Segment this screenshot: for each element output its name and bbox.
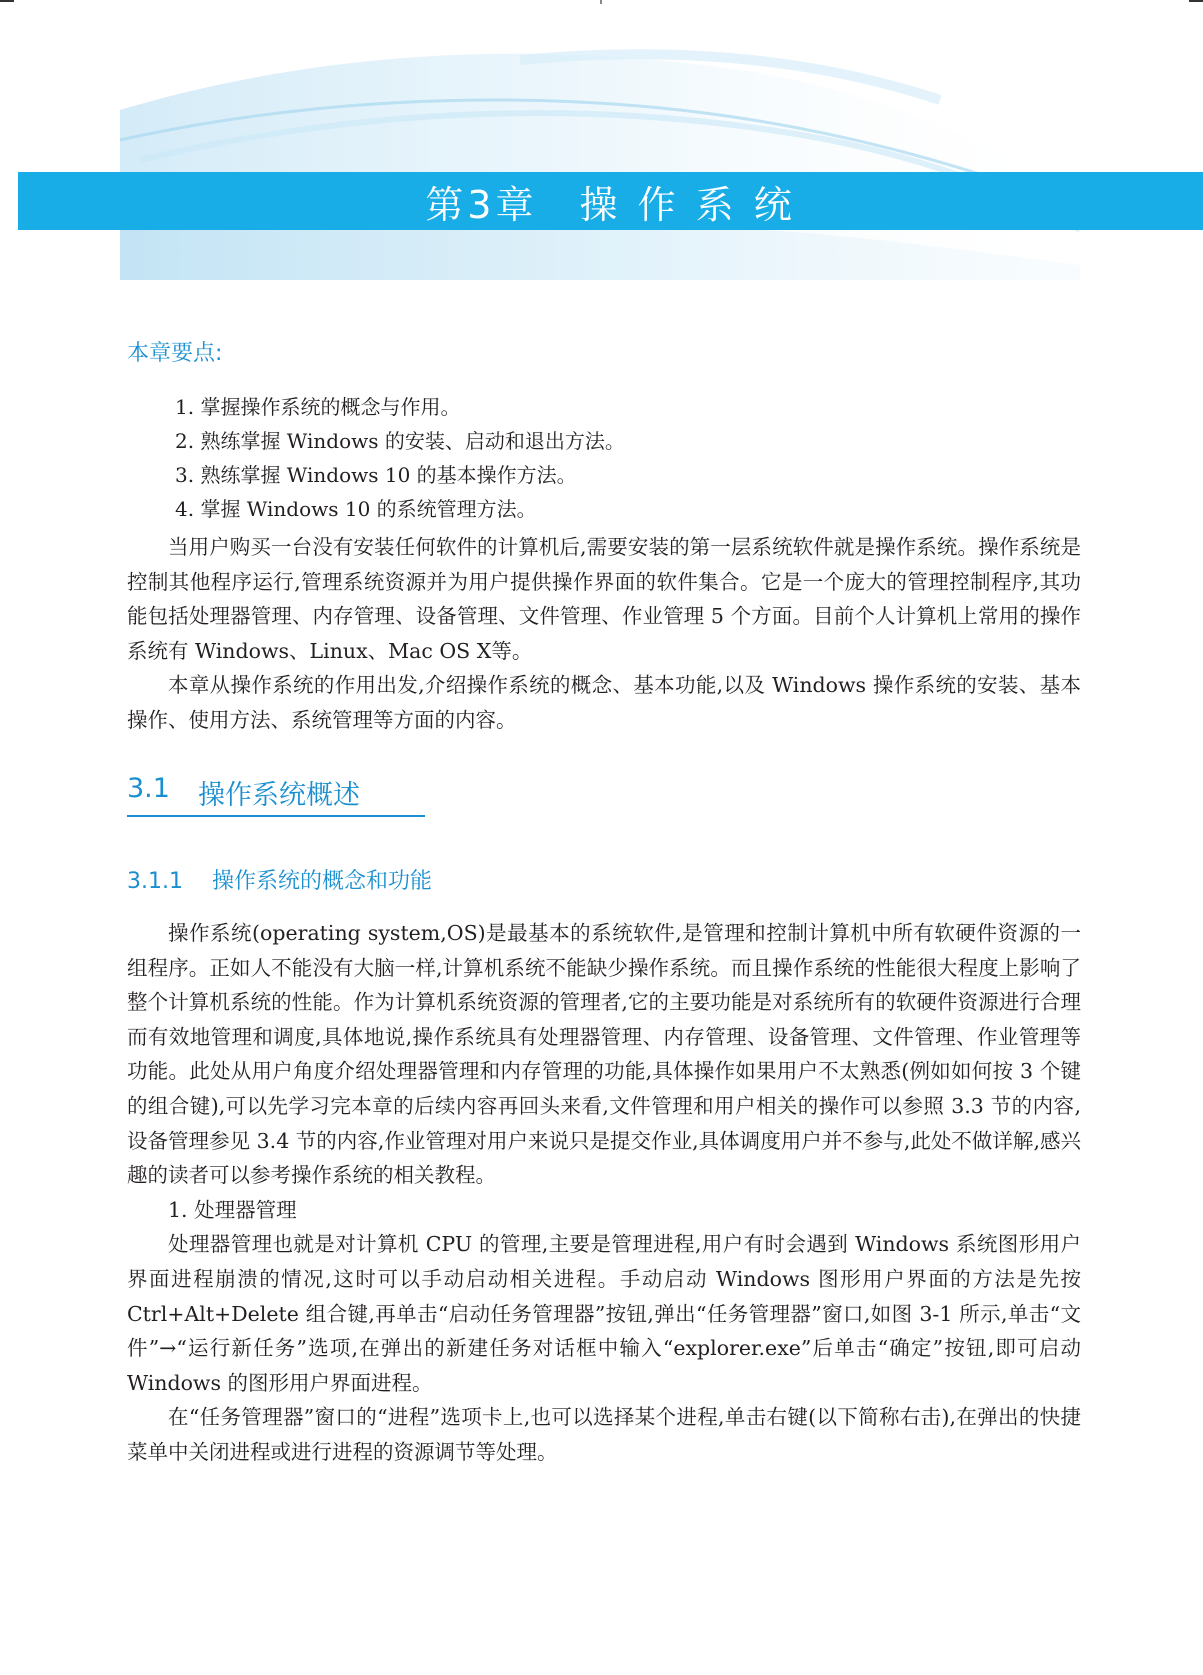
intro-paragraph: 本章从操作系统的作用出发,介绍操作系统的概念、基本功能,以及 Windows 操作系统的安装、基本操作、使用方法、系统管理等方面的内容。 bbox=[127, 673, 1081, 732]
subsection-number: 3.1.1 bbox=[127, 869, 183, 894]
chapter-title: 第3章 操 作 系 统 bbox=[425, 182, 796, 227]
subsection-title: 操作系统的概念和功能 bbox=[211, 869, 432, 894]
key-point-item: 2. 熟练掌握 Windows 的安装、启动和退出方法。 bbox=[175, 429, 625, 453]
section-number: 3.1 bbox=[127, 773, 170, 804]
section-heading bbox=[127, 773, 425, 817]
key-point-item: 3. 熟练掌握 Windows 10 的基本操作方法。 bbox=[175, 463, 577, 487]
main-text bbox=[127, 916, 1081, 1470]
header-wave-decoration bbox=[120, 40, 1080, 280]
chapter-title-band bbox=[18, 172, 1203, 230]
section-title: 操作系统概述 bbox=[197, 780, 360, 811]
body-paragraph: 在“任务管理器”窗口的“进程”选项卡上,也可以选择某个进程,单击右键(以下简称右击),在弹出的快捷菜单中关闭进程或进行进程的资源调节等处理。 bbox=[127, 1405, 1081, 1464]
key-point-item: 1. 掌握操作系统的概念与作用。 bbox=[175, 395, 461, 419]
subsection-heading bbox=[127, 864, 432, 895]
crop-mark-left bbox=[0, 0, 14, 2]
intro-paragraph: 当用户购买一台没有安装任何软件的计算机后,需要安装的第一层系统软件就是操作系统。操作系统是控制其他程序运行,管理系统资源并为用户提供操作界面的软件集合。它是一个庞大的管理控制程序,其功能包括处理器管理、内存管理、设备管理、文件管理、作业管理 5 个方面。目前个人计算机上常用的操作系统有 Windows、Linux、Mac OS X等。 bbox=[127, 535, 1081, 663]
item-heading: 1. 处理器管理 bbox=[168, 1197, 297, 1222]
key-points-heading: 本章要点: bbox=[127, 341, 223, 366]
body-paragraph: 处理器管理也就是对计算机 CPU 的管理,主要是管理进程,用户有时会遇到 Windows 系统图形用户界面进程崩溃的情况,这时可以手动启动相关进程。手动启动 Windows 图形用户界面的方法是先按 Ctrl+Alt+Delete 组合键,再单击“启动任务管理器”按钮,弹出“任务管理器”窗口,如图 3-1 所示,单击“文件”→“运行新任务”选项,在弹出的新建任务对话框中输入“explorer.exe”后单击“确定”按钮,即可启动 Windows 的图形用户界面进程。 bbox=[127, 1232, 1081, 1395]
key-point-item: 4. 掌握 Windows 10 的系统管理方法。 bbox=[175, 497, 537, 521]
intro-text bbox=[127, 530, 1081, 738]
crop-mark-center bbox=[600, 0, 602, 4]
key-points-list bbox=[175, 390, 1075, 526]
body-paragraph: 操作系统(operating system,OS)是最基本的系统软件,是管理和控制计算机中所有软硬件资源的一组程序。正如人不能没有大脑一样,计算机系统不能缺少操作系统。而且操作系统的性能很大程度上影响了整个计算机系统的性能。作为计算机系统资源的管理者,它的主要功能是对系统所有的软硬件资源进行合理而有效地管理和调度,具体地说,操作系统具有处理器管理、内存管理、设备管理、文件管理、作业管理等功能。此处从用户角度介绍处理器管理和内存管理的功能,具体操作如果用户不太熟悉(例如如何按 3 个键的组合键),可以先学习完本章的后续内容再回头来看,文件管理和用户相关的操作可以参照 3.3 节的内容,设备管理参见 3.4 节的内容,作业管理对用户来说只是提交作业,具体调度用户并不参与,此处不做详解,感兴趣的读者可以参考操作系统的相关教程。 bbox=[127, 921, 1081, 1188]
crop-mark-right bbox=[1189, 0, 1203, 2]
